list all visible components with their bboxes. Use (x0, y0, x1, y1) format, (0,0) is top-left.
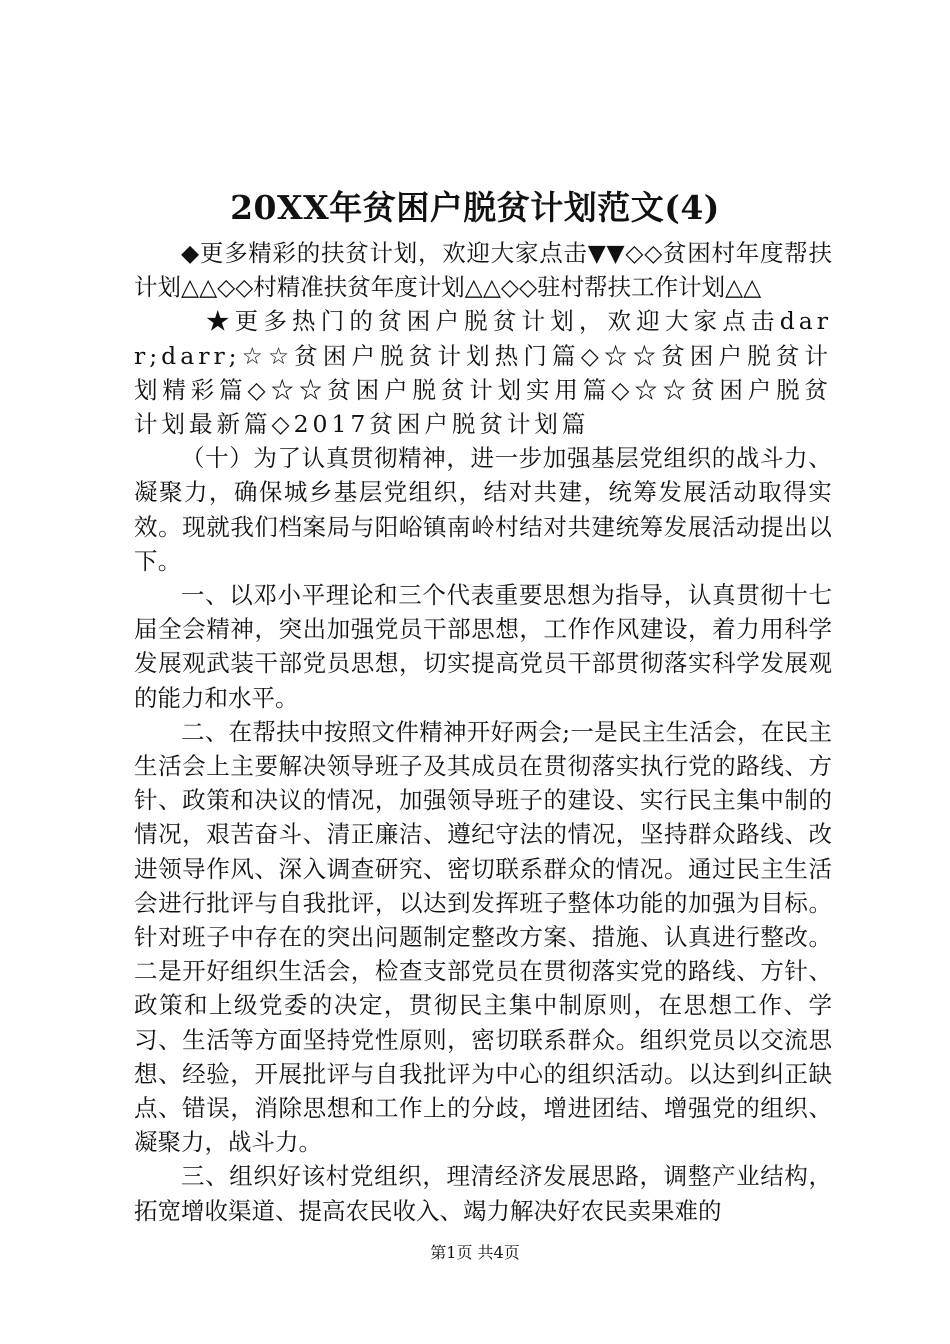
paragraph-hot-links: ★更多热门的贫困户脱贫计划，欢迎大家点击darr;darr;☆☆贫困户脱贫计划热门篇◇☆☆贫困户脱贫计划精彩篇◇☆☆贫困户脱贫计划实用篇◇☆☆贫困户脱贫计划最新篇◇2017贫困户脱贫计划篇 (134, 307, 832, 439)
paragraph-section-one: 一、以邓小平理论和三个代表重要思想为指导，认真贯彻十七届全会精神，突出加强党员干部思想，工作作风建设，着力用科学发展观武装干部党员思想，切实提高党员干部贯彻落实科学发展观的能力和水平。 (134, 581, 832, 712)
page-number-footer: 第1页 共4页 (430, 1243, 520, 1262)
document-body (134, 236, 832, 1228)
paragraph-section-three: 三、组织好该村党组织，理清经济发展思路，调整产业结构，拓宽增收渠道、提高农民收入、竭力解决好农民卖果难的 (134, 1162, 832, 1225)
paragraph-preface: （十）为了认真贯彻精神，进一步加强基层党组织的战斗力、凝聚力，确保城乡基层党组织，结对共建，统筹发展活动取得实效。现就我们档案局与阳峪镇南岭村结对共建统筹发展活动提出以下。 (134, 444, 832, 575)
paragraph-section-two: 二、在帮扶中按照文件精神开好两会;一是民主生活会，在民主生活会上主要解决领导班子及其成员在贯彻落实执行党的路线、方针、政策和决议的情况，加强领导班子的建设、实行民主集中制的情况，艰苦奋斗、清正廉洁、遵纪守法的情况，坚持群众路线、改进领导作风、深入调查研究、密切联系群众的情况。通过民主生活会进行批评与自我批评，以达到发挥班子整体功能的加强为目标。针对班子中存在的突出问题制定整改方案、措施、认真进行整改。二是开好组织生活会，检查支部党员在贯彻落实党的路线、方针、政策和上级党委的决定，贯彻民主集中制原则，在思想工作、学习、生活等方面坚持党性原则，密切联系群众。组织党员以交流思想、经验，开展批评与自我批评为中心的组织活动。以达到纠正缺点、错误，消除思想和工作上的分歧，增进团结、增强党的组织、凝聚力，战斗力。 (134, 717, 832, 1157)
document-title: 20XX年贫困户脱贫计划范文(4) (230, 188, 720, 227)
paragraph-intro-links: ◆更多精彩的扶贫计划，欢迎大家点击▼▼◇◇贫困村年度帮扶计划△△◇◇村精准扶贫年度计划△△◇◇驻村帮扶工作计划△△ (134, 239, 832, 302)
